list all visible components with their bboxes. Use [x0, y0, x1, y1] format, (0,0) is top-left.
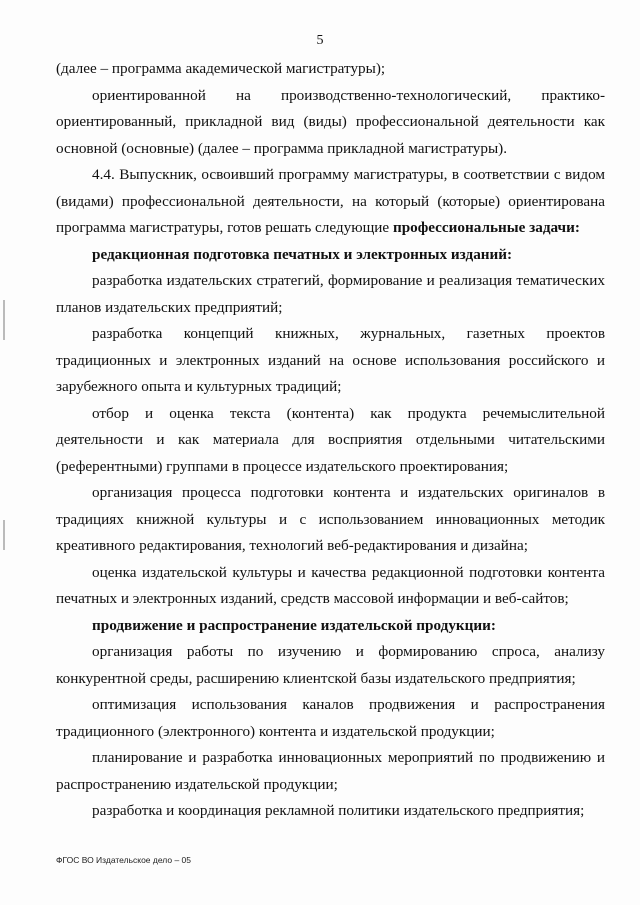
- list-item: разработка и координация рекламной политики издательского предприятия;: [92, 802, 585, 819]
- section-heading-editorial: редакционная подготовка печатных и электронных изданий:: [92, 245, 513, 263]
- list-item: разработка издательских стратегий, формирование и реализация тематических планов издательских предприятий;: [56, 272, 605, 316]
- scan-artifact: [3, 300, 5, 340]
- list-item: оптимизация использования каналов продвижения и распространения традиционного (электронного) контента и издательской продукции;: [56, 696, 605, 740]
- list-item: оценка издательской культуры и качества редакционной подготовки контента печатных и электронных изданий, средств массовой информации и веб-сайтов;: [56, 563, 605, 607]
- page-footer: ФГОС ВО Издательское дело – 05: [56, 855, 191, 865]
- list-item: разработка концепций книжных, журнальных, газетных проектов традиционных и электронных изданий на основе использования российского и зарубежного опыта и культурных традиций;: [56, 325, 605, 395]
- scan-artifact: [3, 520, 5, 550]
- list-item: отбор и оценка текста (контента) как продукта речемыслительной деятельности и как материала для восприятия отдельными читательскими (референтными) группами в процессе издательского проектирования;: [56, 404, 605, 475]
- bold-term: профессиональные задачи:: [392, 219, 580, 236]
- list-item: планирование и разработка инновационных мероприятий по продвижению и распространению издательской продукции;: [56, 749, 605, 793]
- list-item: организация процесса подготовки контента и издательских оригиналов в традициях книжной культуры и с использованием инновационных методик креативного редактирования, технологий веб-редактирования и дизайна;: [56, 484, 605, 554]
- paragraph-3: 4.4. Выпускник, освоивший программу магистратуры, в соответствии с видом (видами) профессиональной деятельности, на который (которые) ориентирована программа магистратуры, готов решать следующие профессиональные задачи:: [56, 166, 605, 236]
- body-text: [56, 56, 605, 825]
- paragraph-1: (далее – программа академической магистратуры);: [56, 60, 386, 77]
- paragraph-2: ориентированной на производственно-технологический, практико-ориентированный, прикладной вид (виды) профессиональной деятельности как основной (основные) (далее – программа прикладной магистратуры).: [56, 86, 605, 157]
- list-item: организация работы по изучению и формированию спроса, анализу конкурентной среды, расширению клиентской базы издательского предприятия;: [56, 643, 605, 687]
- page-number: 5: [316, 33, 324, 48]
- section-heading-promotion: продвижение и распространение издательской продукции:: [92, 616, 496, 634]
